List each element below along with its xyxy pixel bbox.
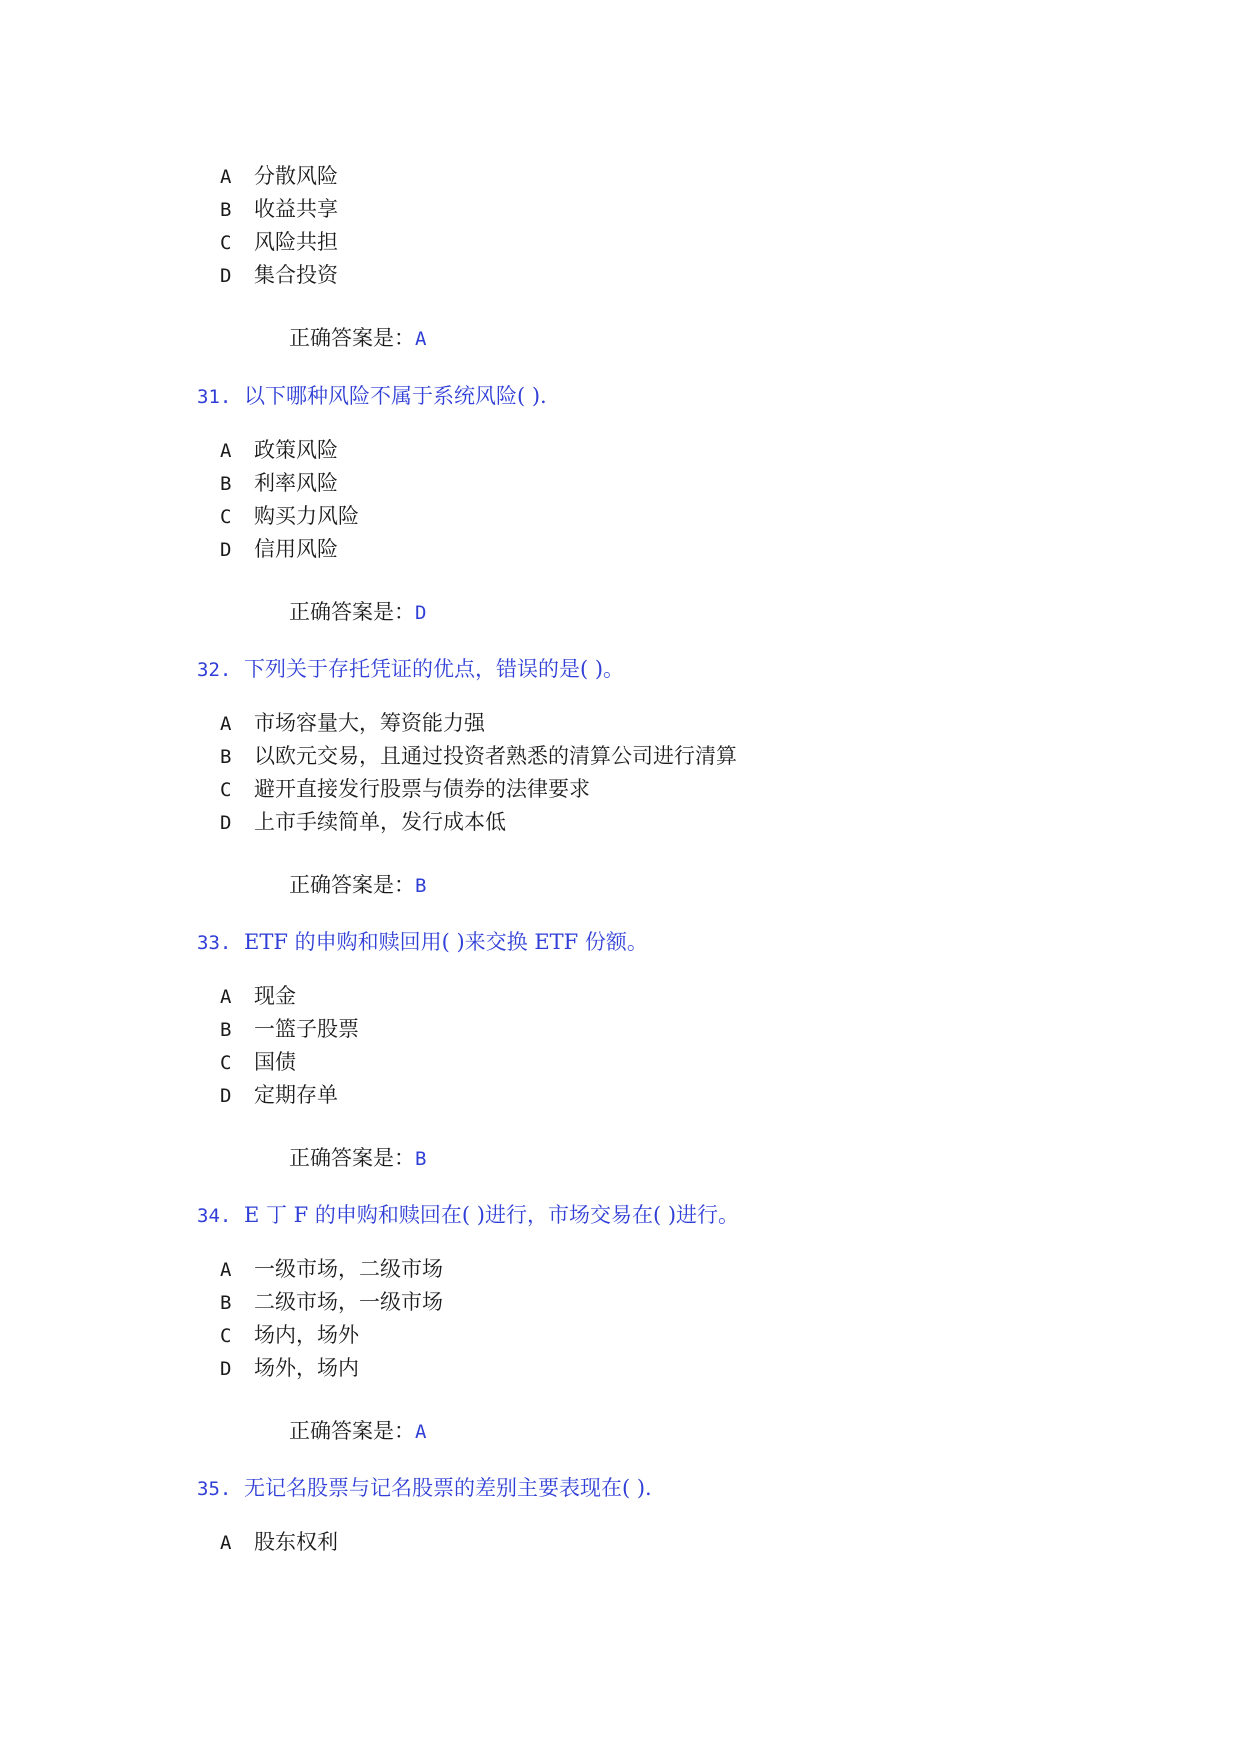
option-list xyxy=(220,1526,338,1559)
option-letter: D xyxy=(220,1358,232,1380)
correct-answer xyxy=(289,1142,426,1175)
option-item xyxy=(220,500,359,533)
option-text: 国债 xyxy=(254,1050,296,1074)
option-letter: B xyxy=(220,1292,232,1314)
answer-value: A xyxy=(415,1421,427,1443)
option-item xyxy=(220,1286,443,1319)
option-letter: A xyxy=(220,166,232,188)
option-letter: A xyxy=(220,1259,232,1281)
option-text: 集合投资 xyxy=(254,263,338,287)
question-number: 31. xyxy=(197,386,232,408)
option-list xyxy=(220,980,359,1112)
question-35 xyxy=(197,1471,652,1505)
question-number: 34. xyxy=(197,1205,232,1227)
option-item xyxy=(220,740,737,773)
option-letter: A xyxy=(220,440,232,462)
option-item xyxy=(220,193,338,226)
option-letter: C xyxy=(220,1325,232,1347)
option-item xyxy=(220,707,737,740)
option-list xyxy=(220,160,338,292)
option-item xyxy=(220,1526,338,1559)
option-item xyxy=(220,980,359,1013)
option-text: 以欧元交易，且通过投资者熟悉的清算公司进行清算 xyxy=(254,744,737,768)
answer-label: 正确答案是： xyxy=(289,1419,415,1443)
option-letter: A xyxy=(220,986,232,1008)
option-letter: B xyxy=(220,473,232,495)
question-number: 32. xyxy=(197,659,232,681)
question-text: 以下哪种风险不属于系统风险( ). xyxy=(244,384,547,408)
option-item xyxy=(220,160,338,193)
option-letter: D xyxy=(220,812,232,834)
option-list xyxy=(220,1253,443,1385)
question-number: 33. xyxy=(197,932,232,954)
correct-answer xyxy=(289,869,426,902)
correct-answer xyxy=(289,596,426,629)
option-letter: C xyxy=(220,1052,232,1074)
question-33 xyxy=(197,925,648,959)
question-34 xyxy=(197,1198,739,1232)
answer-label: 正确答案是： xyxy=(289,873,415,897)
option-text: 场外，场内 xyxy=(254,1356,359,1380)
answer-value: B xyxy=(415,1148,427,1170)
option-item xyxy=(220,1352,443,1385)
answer-label: 正确答案是： xyxy=(289,1146,415,1170)
option-item xyxy=(220,226,338,259)
answer-label: 正确答案是： xyxy=(289,326,415,350)
option-list xyxy=(220,434,359,566)
answer-value: D xyxy=(415,602,427,624)
option-text: 现金 xyxy=(254,984,296,1008)
option-letter: C xyxy=(220,506,232,528)
option-item xyxy=(220,533,359,566)
question-31 xyxy=(197,379,547,413)
option-item xyxy=(220,773,737,806)
option-letter: A xyxy=(220,713,232,735)
question-number: 35. xyxy=(197,1478,232,1500)
option-text: 一篮子股票 xyxy=(254,1017,359,1041)
option-item xyxy=(220,434,359,467)
option-item xyxy=(220,806,737,839)
option-item xyxy=(220,1079,359,1112)
correct-answer xyxy=(289,322,426,355)
option-letter: C xyxy=(220,232,232,254)
option-item xyxy=(220,1319,443,1352)
option-text: 分散风险 xyxy=(254,164,338,188)
option-text: 一级市场，二级市场 xyxy=(254,1257,443,1281)
option-item xyxy=(220,1013,359,1046)
option-item xyxy=(220,1046,359,1079)
option-text: 上市手续简单，发行成本低 xyxy=(254,810,506,834)
answer-value: A xyxy=(415,328,427,350)
option-text: 避开直接发行股票与债券的法律要求 xyxy=(254,777,590,801)
option-text: 二级市场，一级市场 xyxy=(254,1290,443,1314)
option-item xyxy=(220,467,359,500)
option-text: 股东权利 xyxy=(254,1530,338,1554)
option-text: 风险共担 xyxy=(254,230,338,254)
option-text: 政策风险 xyxy=(254,438,338,462)
question-text: ETF 的申购和赎回用( )来交换 ETF 份额。 xyxy=(244,930,648,954)
option-letter: C xyxy=(220,779,232,801)
correct-answer xyxy=(289,1415,426,1448)
option-text: 信用风险 xyxy=(254,537,338,561)
question-32 xyxy=(197,652,624,686)
option-text: 收益共享 xyxy=(254,197,338,221)
question-text: 无记名股票与记名股票的差别主要表现在( ). xyxy=(244,1476,652,1500)
question-text: E 丁 F 的申购和赎回在( )进行，市场交易在( )进行。 xyxy=(244,1203,740,1227)
option-letter: B xyxy=(220,199,232,221)
answer-label: 正确答案是： xyxy=(289,600,415,624)
option-letter: B xyxy=(220,746,232,768)
answer-value: B xyxy=(415,875,427,897)
option-text: 市场容量大，筹资能力强 xyxy=(254,711,485,735)
option-text: 场内，场外 xyxy=(254,1323,359,1347)
option-letter: D xyxy=(220,1085,232,1107)
option-letter: A xyxy=(220,1532,232,1554)
option-letter: D xyxy=(220,265,232,287)
option-list xyxy=(220,707,737,839)
question-text: 下列关于存托凭证的优点，错误的是( )。 xyxy=(244,657,625,681)
option-text: 购买力风险 xyxy=(254,504,359,528)
option-letter: B xyxy=(220,1019,232,1041)
option-text: 利率风险 xyxy=(254,471,338,495)
option-item xyxy=(220,1253,443,1286)
option-text: 定期存单 xyxy=(254,1083,338,1107)
option-item xyxy=(220,259,338,292)
option-letter: D xyxy=(220,539,232,561)
